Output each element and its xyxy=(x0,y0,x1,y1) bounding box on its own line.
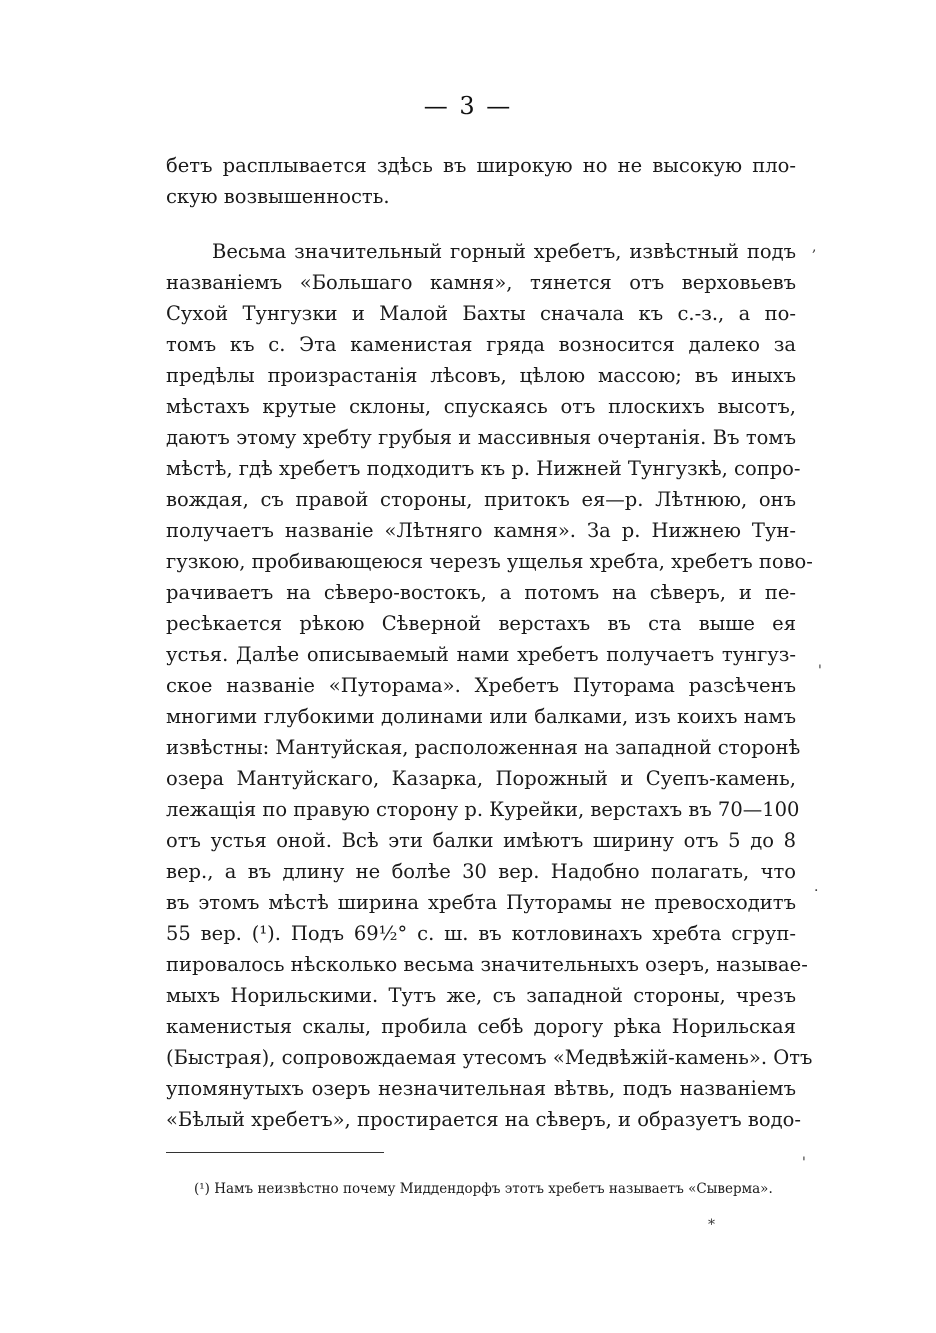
text-line: «Бѣлый хребетъ», простирается на сѣверъ, и образуетъ водо- xyxy=(166,1108,801,1131)
text-line: мѣстахъ крутые склоны, спускаясь отъ плоскихъ высотъ, xyxy=(166,395,796,418)
paragraph xyxy=(166,150,796,212)
text-line: упомянутыхъ озеръ незначительная вѣтвь, подъ названіемъ xyxy=(166,1077,796,1100)
text-line: лежащія по правую сторону р. Курейки, верстахъ въ 70—100 xyxy=(166,798,800,821)
text-line: получаетъ названіе «Лѣтняго камня». За р. Нижнею Тун- xyxy=(166,519,796,542)
text-line: названіемъ «Большаго камня», тянется отъ верховьевъ xyxy=(166,271,796,294)
text-line: предѣлы произрастанія лѣсовъ, цѣлою массою; въ иныхъ xyxy=(166,364,796,387)
text-line: пировалось нѣсколько весьма значительныхъ озеръ, называе- xyxy=(166,953,808,976)
text-line: извѣстны: Мантуйская, расположенная на западной сторонѣ xyxy=(166,736,801,759)
page-number: — 3 — xyxy=(423,92,513,120)
footnote-separator xyxy=(166,1152,384,1153)
text-line: мыхъ Норильскими. Тутъ же, съ западной стороны, чрезъ xyxy=(166,984,796,1007)
paragraph xyxy=(166,236,813,1135)
text-line: вер., а въ длину не болѣе 30 вер. Надобно полагать, что xyxy=(166,860,796,883)
print-speck: · xyxy=(814,883,819,899)
text-line: устья. Далѣе описываемый нами хребетъ получаетъ тунгуз- xyxy=(166,643,796,666)
footnote: (¹) Намъ неизвѣстно почему Миддендорфъ этотъ хребетъ называетъ «Сыверма». xyxy=(194,1181,773,1197)
print-speck: ' xyxy=(802,1155,806,1171)
text-line: томъ къ с. Эта каменистая гряда возносится далеко за xyxy=(166,333,796,356)
body-text xyxy=(166,150,813,1135)
text-line: рачиваетъ на сѣверо-востокъ, а потомъ на сѣверъ, и пе- xyxy=(166,581,796,604)
text-line: озера Мантуйскаго, Казарка, Порожный и Суепъ-камень, xyxy=(166,767,796,790)
text-line: мѣстѣ, гдѣ хребетъ подходитъ къ р. Нижней Тунгузкѣ, сопро- xyxy=(166,457,801,480)
text-line: скую возвышенность. xyxy=(166,185,390,208)
text-line: гузкою, пробивающеюся черезъ ущелья хребта, хребетъ пово- xyxy=(166,550,813,573)
text-line: Весьма значительный горный хребетъ, извѣстный подъ xyxy=(212,240,796,263)
print-speck: * xyxy=(708,1217,715,1233)
print-speck: ' xyxy=(818,663,822,679)
print-speck: , xyxy=(812,239,817,255)
text-line: даютъ этому хребту грубыя и массивныя очертанія. Въ томъ xyxy=(166,426,796,449)
text-line: отъ устья оной. Всѣ эти балки имѣютъ ширину отъ 5 до 8 xyxy=(166,829,796,852)
text-line: многими глубокими долинами или балками, изъ коихъ намъ xyxy=(166,705,796,728)
text-line: ресѣкается рѣкою Сѣверной верстахъ въ ста выше ея xyxy=(166,612,796,635)
text-line: въ этомъ мѣстѣ ширина хребта Путорамы не превосходитъ xyxy=(166,891,796,914)
text-line: каменистыя скалы, пробила себѣ дорогу рѣка Норильская xyxy=(166,1015,796,1038)
text-line: ское названіе «Путорама». Хребетъ Путорама разсѣченъ xyxy=(166,674,796,697)
text-line: Сухой Тунгузки и Малой Бахты сначала къ с.-з., а по- xyxy=(166,302,796,325)
text-line: вождая, съ правой стороны, притокъ ея—р. Лѣтнюю, онъ xyxy=(166,488,796,511)
text-line: бетъ расплывается здѣсь въ широкую но не высокую пло- xyxy=(166,154,796,177)
text-line: 55 вер. (¹). Подъ 69½° с. ш. въ котловинахъ хребта сгруп- xyxy=(166,922,796,945)
text-line: (Быстрая), сопровождаемая утесомъ «Медвѣжій-камень». Отъ xyxy=(166,1046,813,1069)
